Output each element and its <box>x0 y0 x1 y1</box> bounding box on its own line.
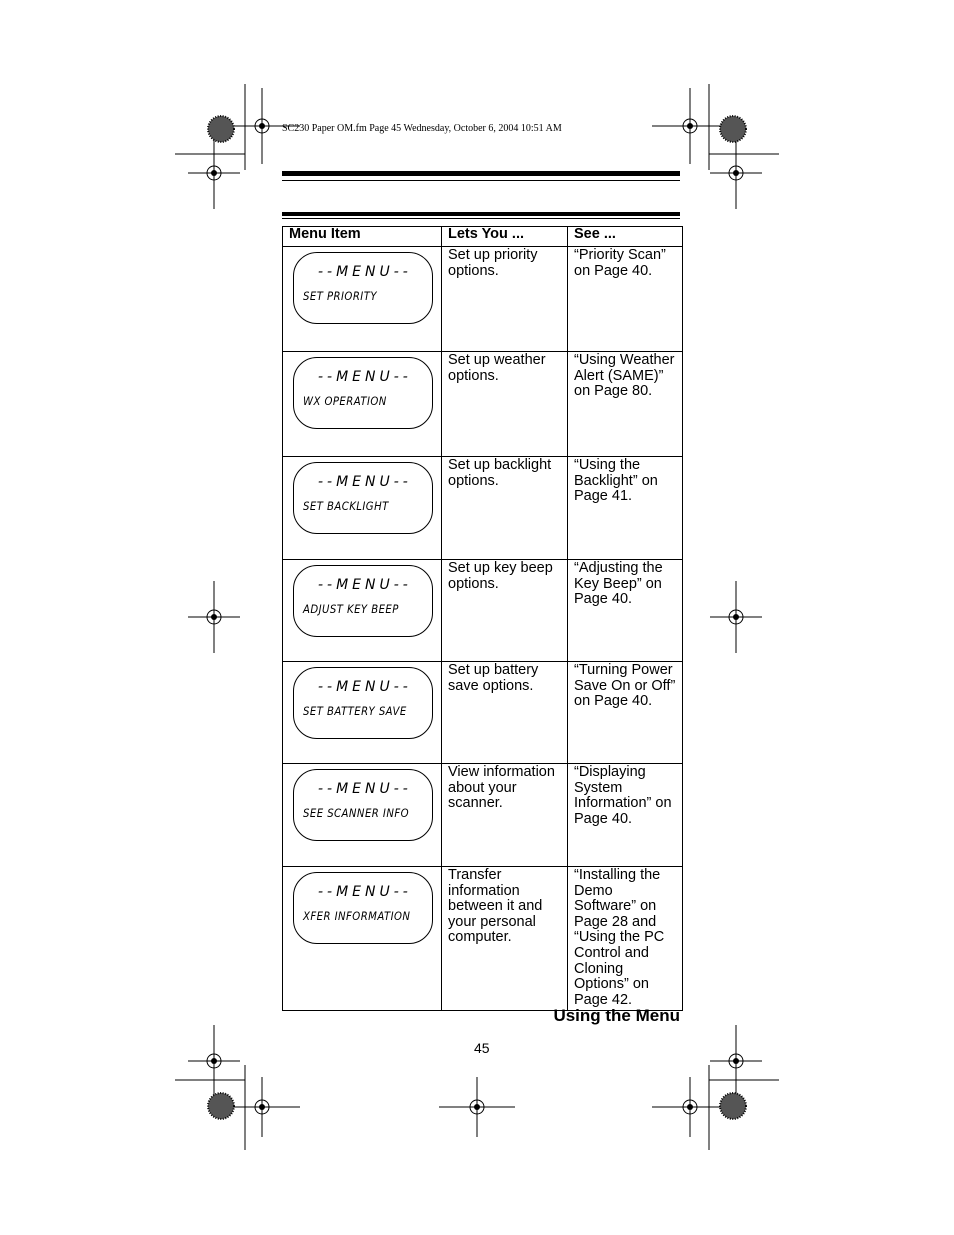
see-cell: “Installing the Demo Software” on Page 28 and “Using the PC Control and Cloning Options” on Page 42. <box>568 867 683 1011</box>
lcd-display <box>293 462 433 534</box>
menu-item-cell <box>283 764 442 867</box>
table-row <box>283 867 683 1011</box>
top-rule-thick <box>282 171 680 176</box>
menu-item-cell <box>283 560 442 662</box>
see-cell: “Turning Power Save On or Off” on Page 40. <box>568 662 683 764</box>
section-rule-thick <box>282 212 680 216</box>
lcd-line-1: --MENU-- <box>318 264 412 280</box>
lcd-line-1: --MENU-- <box>318 781 412 797</box>
page-number: 45 <box>474 1040 490 1056</box>
section-rule-thin <box>282 218 680 219</box>
lcd-line-2: SET PRIORITY <box>303 289 377 303</box>
lcd-display <box>293 667 433 739</box>
lets-you-cell: Set up battery save options. <box>442 662 568 764</box>
menu-item-cell <box>283 457 442 560</box>
see-cell: “Using the Backlight” on Page 41. <box>568 457 683 560</box>
table-row <box>283 662 683 764</box>
column-header-lets-you: Lets You ... <box>442 227 568 247</box>
see-cell: “Adjusting the Key Beep” on Page 40. <box>568 560 683 662</box>
lcd-display <box>293 252 433 324</box>
table-row <box>283 352 683 457</box>
section-title: Using the Menu <box>553 1006 680 1025</box>
lcd-line-2: SET BACKLIGHT <box>303 499 389 513</box>
see-cell: “Using Weather Alert (SAME)” on Page 80. <box>568 352 683 457</box>
top-rule-thin <box>282 180 680 181</box>
lcd-line-1: --MENU-- <box>318 679 412 695</box>
menu-item-cell <box>283 662 442 764</box>
see-cell: “Displaying System Information” on Page 40. <box>568 764 683 867</box>
see-cell: “Priority Scan” on Page 40. <box>568 247 683 352</box>
lcd-display <box>293 565 433 637</box>
table-row <box>283 764 683 867</box>
table-row <box>283 247 683 352</box>
lcd-display <box>293 872 433 944</box>
lcd-line-1: --MENU-- <box>318 474 412 490</box>
lcd-line-1: --MENU-- <box>318 884 412 900</box>
lcd-display <box>293 357 433 429</box>
column-header-see: See ... <box>568 227 683 247</box>
lets-you-cell: Transfer information between it and your personal computer. <box>442 867 568 1011</box>
table-row <box>283 457 683 560</box>
menu-items-table <box>282 226 683 1011</box>
lets-you-cell: Set up priority options. <box>442 247 568 352</box>
lets-you-cell: Set up key beep options. <box>442 560 568 662</box>
menu-item-cell <box>283 247 442 352</box>
table-row <box>283 560 683 662</box>
menu-item-cell <box>283 867 442 1011</box>
lcd-display <box>293 769 433 841</box>
menu-item-cell <box>283 352 442 457</box>
column-header-menu-item: Menu Item <box>283 227 442 247</box>
lcd-line-1: --MENU-- <box>318 577 412 593</box>
lcd-line-2: XFER INFORMATION <box>303 909 411 923</box>
lcd-line-2: SEE SCANNER INFO <box>303 806 410 820</box>
file-info-header: SC230 Paper OM.fm Page 45 Wednesday, October 6, 2004 10:51 AM <box>282 123 562 134</box>
lcd-line-2: WX OPERATION <box>303 394 387 408</box>
table-header-row <box>283 227 683 247</box>
lets-you-cell: Set up backlight options. <box>442 457 568 560</box>
lcd-line-2: ADJUST KEY BEEP <box>303 602 399 616</box>
lets-you-cell: Set up weather options. <box>442 352 568 457</box>
lcd-line-2: SET BATTERY SAVE <box>303 704 407 718</box>
lcd-line-1: --MENU-- <box>318 369 412 385</box>
lets-you-cell: View information about your scanner. <box>442 764 568 867</box>
